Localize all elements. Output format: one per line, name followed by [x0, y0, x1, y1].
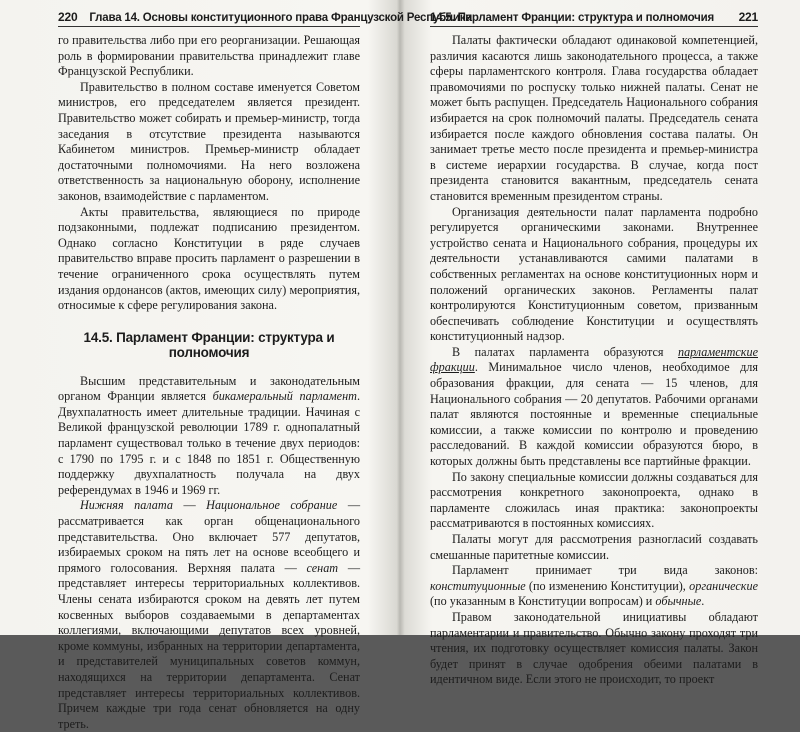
p5-text-f: — представляет интересы территориальных коллективов. Члены сената избираются сроком на девять лет путем косвенных выборов создаваемыми в департаментах коллегиями, включающими депутатов всех уровней, кроме коммуны, избранных на территории департамента, и представителей муниципальных советов коммун, находящихся на территории департамента. Сенат представляет интересы территориальных коллективов. Причем каждые три года сенат обновляется на одну треть.: [58, 560, 361, 731]
right-running-head-title: 14.5. Парламент Франции: структура и полномочия: [430, 12, 715, 24]
p6-text-a: Парламент принимает три вида законов:: [452, 563, 758, 578]
p5-text-d: — рассматривается как орган общенационального представительства. Оно включает 577 депутатов, избираемых сроком на пять лет на основе всеобщего и прямого голосования. Верхняя палата —: [58, 498, 360, 575]
left-running-head: [58, 10, 473, 27]
right-paragraph-6: [430, 563, 758, 610]
right-running-head: [430, 10, 758, 27]
left-paragraph-2: Правительство в полном составе именуется Советом министров, его председателем является президент. Правительство может собирать и премьер-министр, тогда заседания в отсутствие президента называются Кабинетом министров. Премьер-министр обладает достаточными полномочиями. На него возложена ответственность за национальную оборону, исполнение законов, взаимодействие с парламентом.: [58, 79, 360, 203]
right-paragraph-5: Палаты могут для рассмотрения разногласий создавать смешанные паритетные комиссии.: [430, 532, 758, 562]
p6-text-c: (по изменению Конституции),: [525, 578, 690, 593]
section-heading: 14.5. Парламент Франции: структура и полномочия: [83, 329, 335, 360]
left-paragraph-3: Акты правительства, являющиеся по природе подзаконными, подлежат подписанию президентом. Однако согласно Конституции в ряде случаев правительство вправе просить парламент о разрешении в течение ограниченного срока осуществлять путем издания ордонансов (актов, имеющих силу) мероприятия, относимые к сфере регулирования закона.: [58, 204, 360, 313]
p4-text-c: . Двухпалатность имеет длительные традиции. Начиная с Великой французской революции 1789 г. однопалатный парламент существовал только в течение двух периодов: с 1790 по 1795 г. и с 1848 по 1851 г. Общественную поддержку двухпалатность получала на двух референдумах в 1946 и 1969 гг.: [58, 389, 360, 497]
right-paragraph-1: Палаты фактически обладают одинаковой компетенцией, различия касаются лишь законодательного процесса, а также сферы парламентского контроля. Глава государства обладает правомочиями по роспуску только нижней палаты. Сенат не может быть распущен. Председатель Национального собрания избирается на срок полномочий палаты. Председатель сената избирается после каждого обновления состава палаты. Он занимает третье место после президента и премьер-министра в системе иерархии государства. В случае, когда пост президента становится вакантным, председатель сената становится временным президентом страны.: [430, 33, 758, 203]
p6-term-organic: органические: [689, 578, 758, 593]
p6-term-ordinary: обычные: [655, 594, 702, 609]
p5-dash: —: [172, 498, 207, 513]
p3-text-a: В палатах парламента образуются: [452, 344, 678, 359]
left-paragraph-4: [58, 374, 360, 499]
p4-term-bicameral: бикамеральный парламент: [212, 389, 357, 404]
right-paragraph-3: [430, 345, 758, 470]
p3-text-c: . Минимальное число членов, необходимое для образования фракции, для сената — 15 членов, для Национального собрания — 20 депутатов. Рабочими органами палат являются постоянные и временные специальные комиссии, а также комиссии по контролю и проведению расследований. В каждой комиссии образуются бюро, в которых должны быть представлены все партийные фракции.: [430, 360, 758, 469]
p5-term-national-assembly: Национальное собрание: [206, 498, 338, 513]
left-page-number: 220: [58, 10, 78, 24]
left-paragraph-5: [58, 498, 360, 732]
p6-text-e: (по указанным в Конституции вопросам) и: [430, 594, 656, 609]
right-page: [400, 0, 800, 687]
p3-term-fractions: парламентские фракции: [430, 344, 758, 375]
right-paragraph-2: Организация деятельности палат парламента подробно регулируется органическими законами. Внутреннее устройство сената и Национального собрания, процедуры их деятельности устанавливаются самими палатами в собственных регламентах на основе конституционных норм и положений органических законов. Регламенты палат контролируются Конституционным советом, призванным обеспечивать соблюдение Конституции и осуществлять конституционный надзор.: [430, 204, 758, 344]
p6-text-g: .: [701, 594, 705, 609]
p5-term-senate: сенат: [306, 560, 339, 575]
right-paragraph-4: По закону специальные комиссии должны создаваться для рассмотрения конкретного законопроекта, однако в парламенте сложилась иная практика: законопроекты рассматриваются в постоянных комиссиях.: [430, 469, 758, 531]
left-paragraph-1: го правительства либо при его реорганизации. Решающая роль в формировании правительства принадлежит главе Французской Республики.: [58, 33, 360, 79]
right-page-number: 221: [738, 10, 758, 24]
p6-term-constitutional: конституционные: [430, 578, 526, 593]
p5-term-lower-house: Нижняя палата: [80, 498, 173, 513]
p4-text-a: Высшим представительным и законодательным органом Франции является: [58, 373, 360, 404]
left-running-head-title: Глава 14. Основы конституционного права Французской Республики: [89, 12, 473, 24]
right-paragraph-7: Правом законодательной инициативы обладают парламентарии и правительство. Обычно закону проходят три чтения, их подготовку осуществляет комиссия палаты. Закон будет принят в случае одобрения обеими палатами в идентичном виде. Если этого не происходит, то проект: [430, 609, 758, 687]
